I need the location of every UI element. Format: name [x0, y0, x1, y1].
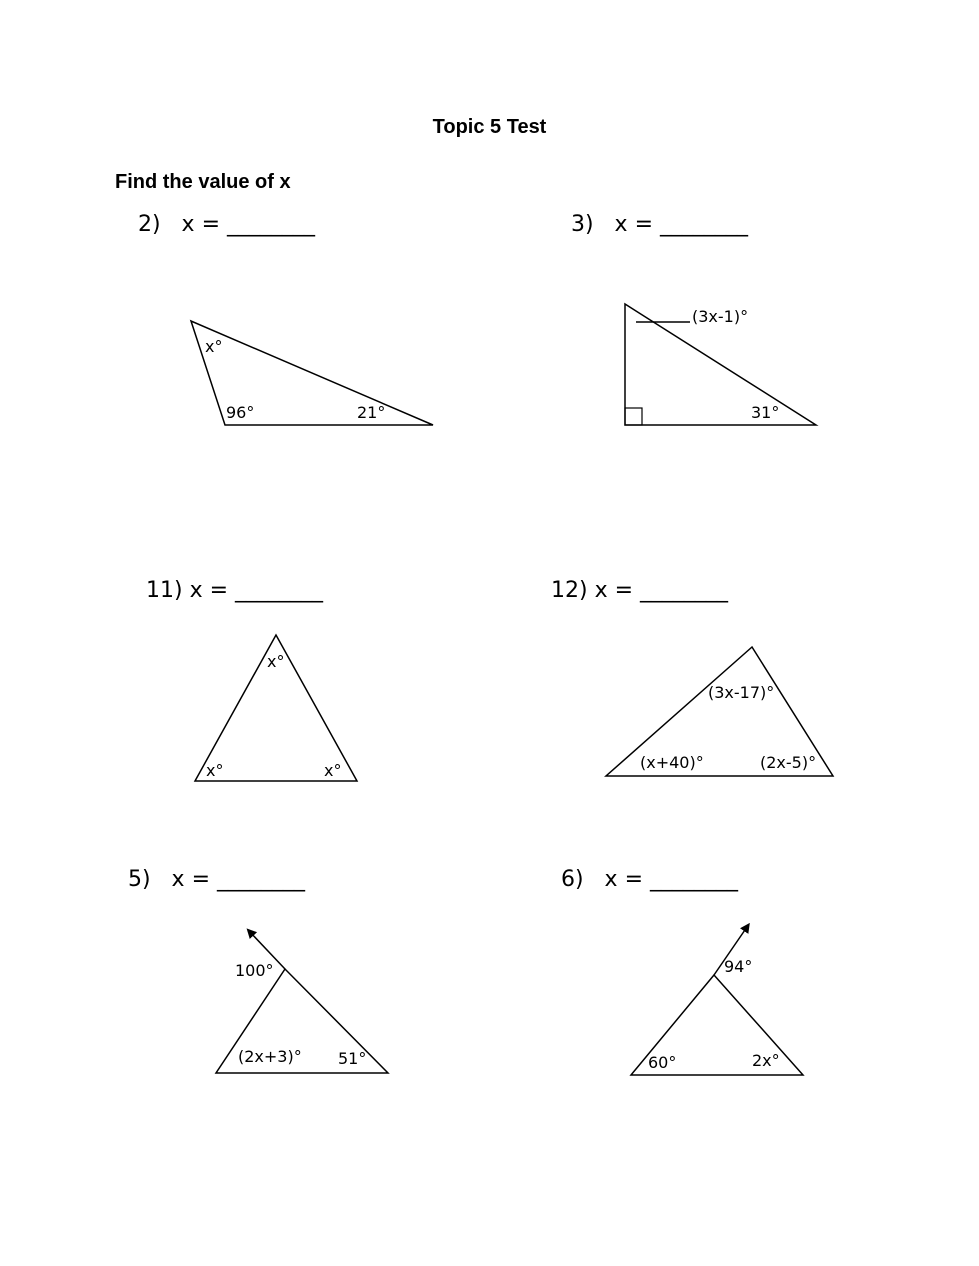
problem-2-angle-left: 96° [226, 403, 255, 422]
problem-2-angle-top: x° [205, 337, 223, 356]
instructions: Find the value of x [115, 171, 291, 193]
problem-5-triangle [216, 932, 388, 1073]
problem-12-angle-right: (2x-5)° [760, 753, 817, 772]
problem-5-angle-exterior: 100° [235, 961, 274, 980]
problem-2-angle-right: 21° [357, 403, 386, 422]
problem-2-triangle [191, 321, 433, 425]
problem-5-angle-right: 51° [338, 1049, 367, 1068]
problem-12-angle-top: (3x-17)° [708, 683, 775, 702]
problem-6-angle-exterior: 94° [724, 957, 753, 976]
problem-11-label: 11) x = ________ [146, 578, 324, 603]
problem-6-angle-left: 60° [648, 1053, 677, 1072]
problem-11-angle-top: x° [267, 652, 285, 671]
problem-12-label: 12) x = ________ [551, 578, 729, 603]
problem-12-angle-left: (x+40)° [640, 753, 704, 772]
problem-2-label: 2) x = ________ [138, 212, 315, 237]
problem-6-label: 6) x = ________ [561, 867, 738, 892]
problem-3-label: 3) x = ________ [571, 212, 748, 237]
problem-11-angle-left: x° [206, 761, 224, 780]
problem-5-label: 5) x = ________ [128, 867, 305, 892]
problem-12-triangle [606, 647, 833, 776]
problem-11-angle-right: x° [324, 761, 342, 780]
right-angle-mark [625, 408, 642, 425]
problem-3-angle-top: (3x-1)° [692, 307, 749, 326]
problem-5-angle-left: (2x+3)° [238, 1047, 302, 1066]
page-title: Topic 5 Test [432, 116, 547, 138]
problem-6-triangle [631, 927, 803, 1075]
problem-11-triangle [195, 635, 357, 781]
problem-3-angle-right: 31° [751, 403, 780, 422]
problem-6-angle-right: 2x° [752, 1051, 780, 1070]
problem-3-triangle [625, 304, 816, 425]
